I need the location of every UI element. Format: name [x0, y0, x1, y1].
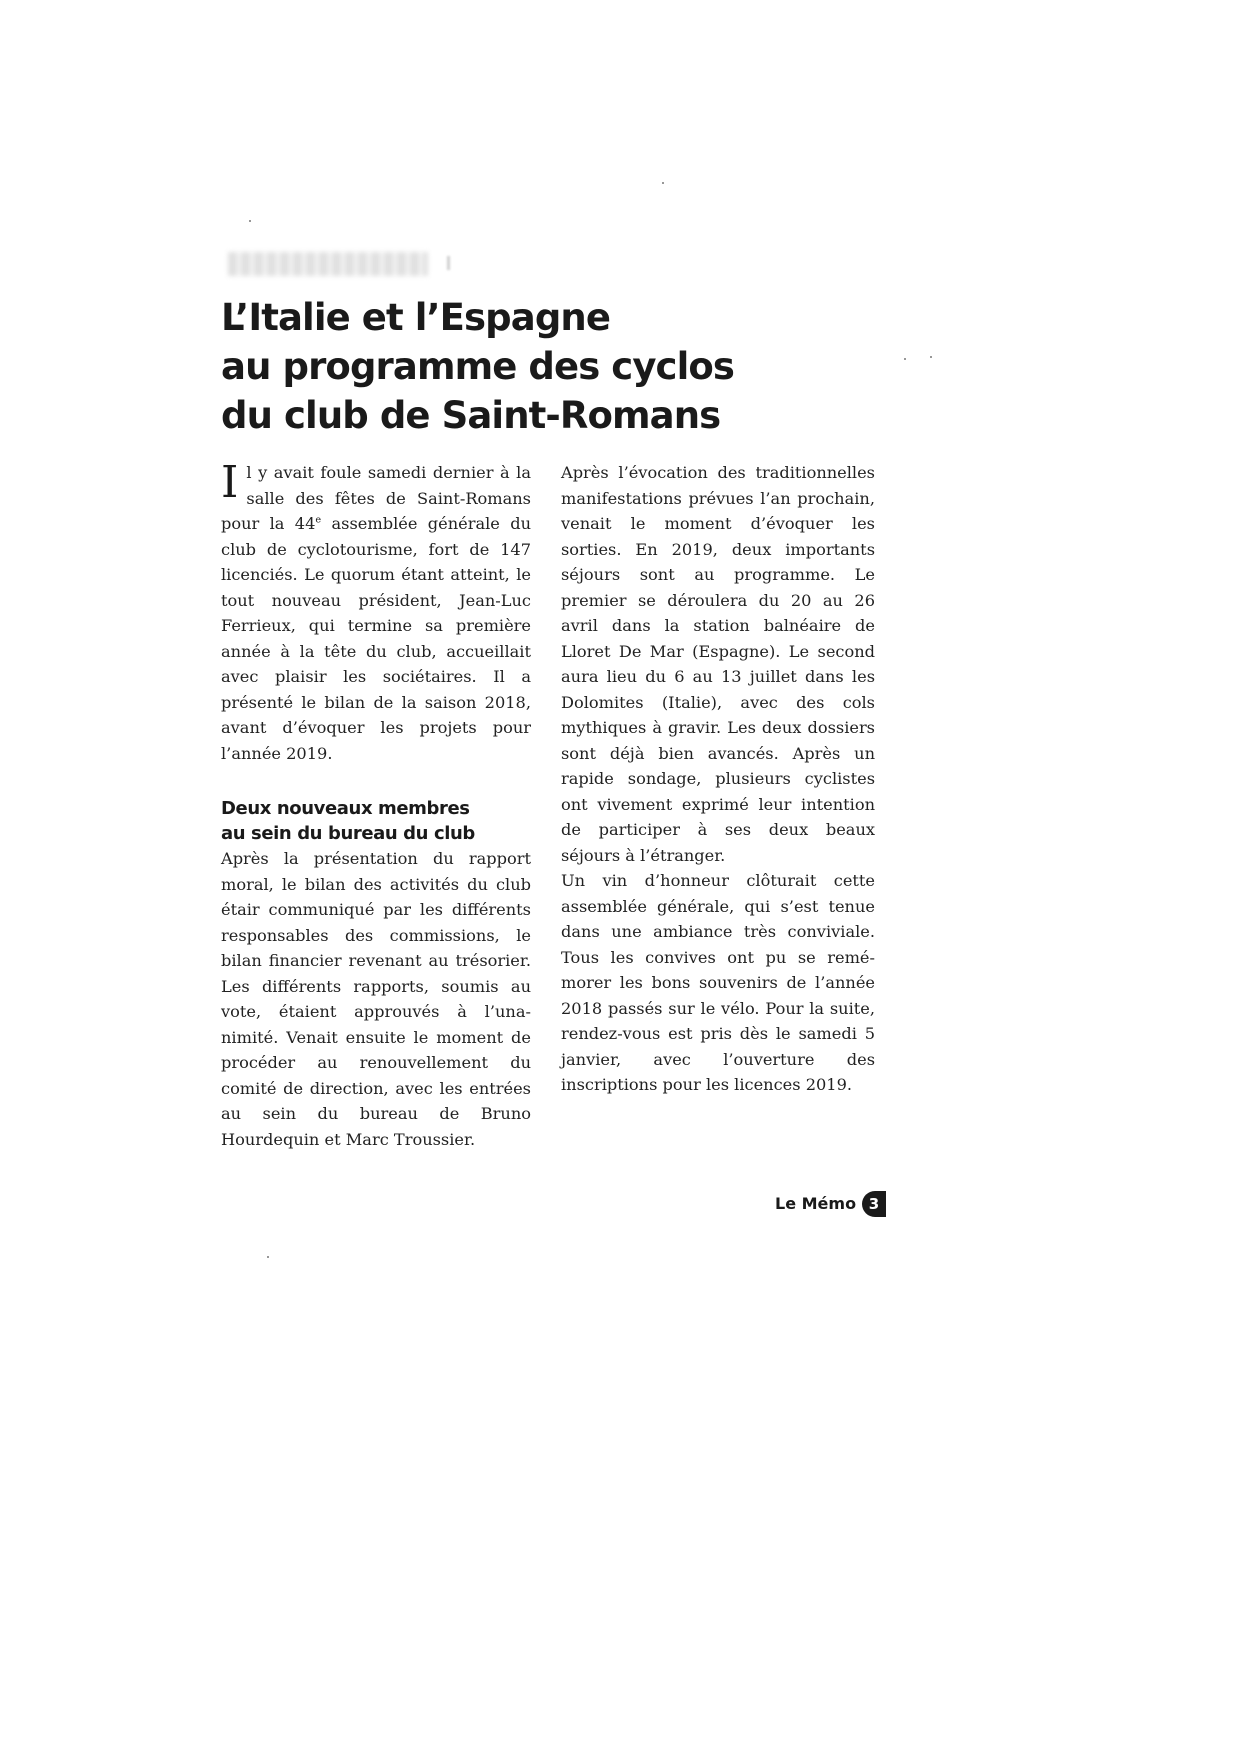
headline-line: L’Italie et l’Espagne [221, 296, 611, 339]
scan-speck [249, 220, 251, 222]
publication-name: Le Mémo [775, 1194, 857, 1213]
scan-speck [904, 358, 906, 360]
kicker-mark [447, 256, 450, 270]
intro-paragraph [221, 457, 531, 766]
article-headline [221, 293, 821, 440]
headline-line: du club de Saint-Romans [221, 394, 721, 437]
subheading-line: au sein du bureau du club [221, 823, 475, 844]
kicker-label [228, 252, 428, 276]
article-column-right [561, 460, 875, 1098]
dropcap: I [221, 457, 239, 508]
scan-speck [662, 182, 664, 184]
body-paragraph: Après la présentation du rapport moral, le bilan des activités du club étair communiqué par les différents responsables des commissions, le bilan financier revenant au trésorier. Les différents rapports, soumis au vote, étaient approuvés à l’unanimité. Venait ensuite le moment de procéder au renouvellement du comité de direction, avec les entrées au sein du bureau de Bruno Hourdequin et Marc Troussier. [221, 849, 531, 1149]
article-column-left [221, 457, 531, 1152]
body-paragraph: Un vin d’honneur clôturait cette assemblée générale, qui s’est tenue dans une ambiance très conviviale. Tous les convives ont pu se remémorer les bons souvenirs de l’année 2018 passés sur le vélo. Pour la suite, rendez-vous est pris dès le samedi 5 janvier, avec l’ouverture des inscriptions pour les licences 2019. [561, 871, 875, 1094]
subheading-line: Deux nouveaux membres [221, 798, 470, 819]
headline-line: au programme des cyclos [221, 345, 735, 388]
page-number-badge: 3 [862, 1191, 886, 1217]
body-paragraph: Après l’évocation des traditionnelles manifestations prévues l’an prochain, venait le moment d’évoquer les sorties. En 2019, deux importants séjours sont au programme. Le premier se déroulera du 20 au 26 avril dans la station balnéaire de Lloret De Mar (Espagne). Le second aura lieu du 6 au 13 juillet dans les Dolomites (Italie), avec des cols mythiques à gravir. Les deux dossiers sont déjà bien avancés. Après un rapide sondage, plusieurs cyclistes ont vivement exprimé leur intention de participer à ses deux beaux séjours à l’étranger. [561, 463, 875, 865]
ordinal-superscript: e [315, 514, 322, 526]
intro-text: l y avait foule samedi dernier à la salle des fêtes de Saint-Romans pour la 44 [221, 463, 531, 533]
scan-speck [267, 1256, 269, 1258]
intro-text-rest: assemblée générale du club de cyclotourisme, fort de 147 licenciés. Le quorum étant atteint, le tout nouveau président, Jean-Luc Ferrieux, qui termine sa première année à la tête du club, accueillait avec plaisir les sociétaires. Il a présenté le bilan de la saison 2018, avant d’évoquer les projets pour l’année 2019. [221, 514, 531, 763]
section-subheading [221, 796, 531, 846]
scan-speck [930, 356, 932, 358]
